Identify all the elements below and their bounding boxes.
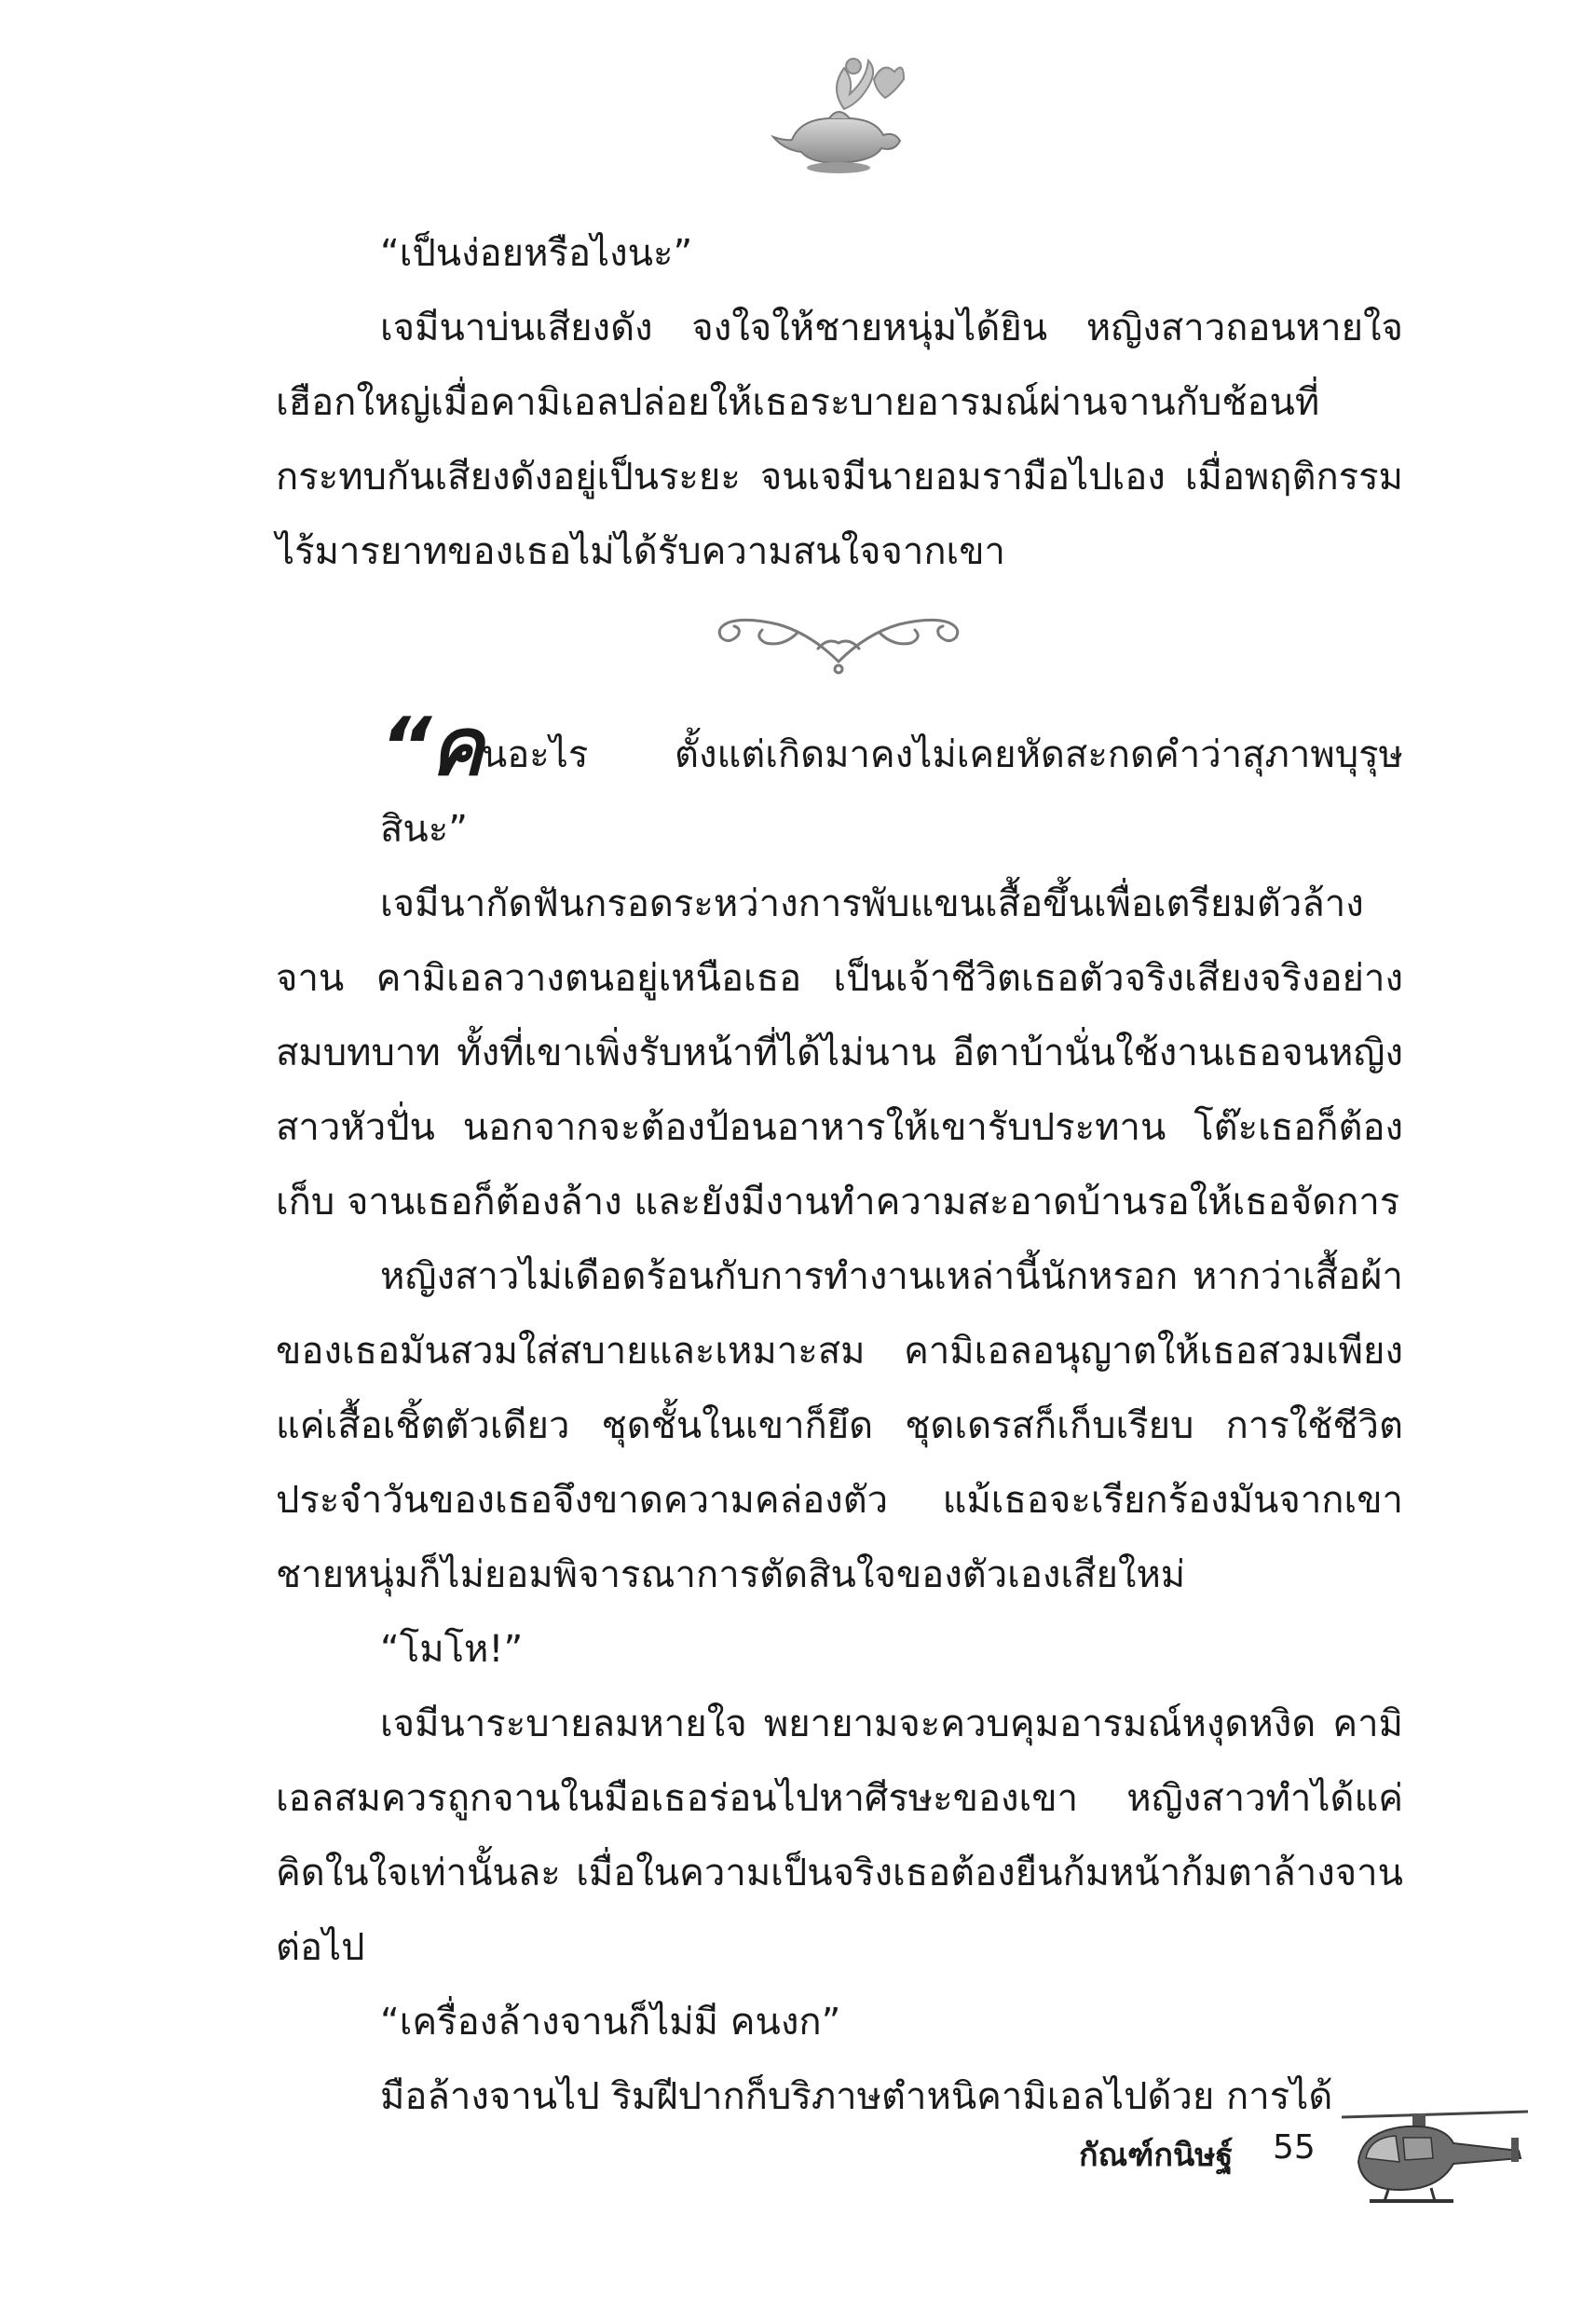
dialogue-line: “เป็นง่อยหรือไงนะ” (380, 232, 693, 275)
dialogue-line: “เครื่องล้างจานก็ไม่มี คนงก” (380, 2001, 841, 2044)
dialogue-line: “โมโห!” (380, 1628, 524, 1671)
passage-two (276, 701, 1403, 2134)
author-name: กัณฑ์กนิษฐ์ (1079, 2137, 1234, 2174)
passage-one (276, 216, 1403, 589)
paragraph: เจมีนาระบายลมหายใจ พยายามจะควบคุมอารมณ์หงุดหงิด คามิเอลสมควรถูกจานในมือเธอร่อนไปหาศีรษะของเขา หญิงสาวทำได้แค่คิดในใจเท่านั้นละ เมื่อในความเป็นจริงเธอต้องยืนก้มหน้าก้มตาล้างจานต่อไป (276, 1702, 1403, 1969)
helicopter-icon (1342, 2097, 1528, 2218)
scroll-ornament-icon (708, 596, 969, 680)
paragraph: เจมีนากัดฟันกรอดระหว่างการพับแขนเสื้อขึ้นเพื่อเตรียมตัวล้างจาน คามิเอลวางตนอยู่เหนือเธอ เป็นเจ้าชีวิตเธอตัวจริงเสียงจริงอย่างสมบทบาท ทั้งที่เขาเพิ่งรับหน้าที่ได้ไม่นาน อีตาบ้านั่นใช้งานเธอจนหญิงสาวหัวปั่น นอกจากจะต้องป้อนอาหารให้เขารับประทาน โต๊ะเธอก็ต้องเก็บ จานเธอก็ต้องล้าง และยังมีงานทำความสะอาดบ้านรอให้เธอจัดการ (276, 882, 1403, 1224)
paragraph: เจมีนาบ่นเสียงดัง จงใจให้ชายหนุ่มได้ยิน หญิงสาวถอนหายใจเฮือกใหญ่เมื่อคามิเอลปล่อยให้เธอระบายอารมณ์ผ่านจานกับช้อนที่กระทบกันเสียงดังอยู่เป็นระยะ จนเจมีนายอมรามือไปเอง เมื่อพฤติกรรมไร้มารยาทของเธอไม่ได้รับความสนใจจากเขา (276, 307, 1403, 573)
paragraph: มือล้างจานไป ริมฝีปากก็บริภาษตำหนิคามิเอลไปด้วย การได้ (380, 2075, 1333, 2118)
drop-cap: “ค (380, 701, 482, 794)
paragraph: หญิงสาวไม่เดือดร้อนกับการทำงานเหล่านี้นักหรอก หากว่าเสื้อผ้าของเธอมันสวมใส่สบายและเหมาะสม คามิเอลอนุญาตให้เธอสวมเพียงแค่เสื้อเชิ้ตตัวเดียว ชุดชั้นในเขาก็ยึด ชุดเดรสก็เก็บเรียบ การใช้ชีวิตประจำวันของเธอจึงขาดความคล่องตัว แม้เธอจะเรียกร้องมันจากเขา ชายหนุ่มก็ไม่ยอมพิจารณาการตัดสินใจของตัวเองเสียใหม่ (276, 1255, 1403, 1596)
page-number: 55 (1273, 2128, 1316, 2167)
opening-line (276, 701, 1403, 867)
opening-line-text: นอะไร ตั้งแต่เกิดมาคงไม่เคยหัดสะกดคำว่าสุภาพบุรุษสินะ” (380, 733, 1403, 851)
genie-lamp-fairy-icon (764, 51, 913, 177)
